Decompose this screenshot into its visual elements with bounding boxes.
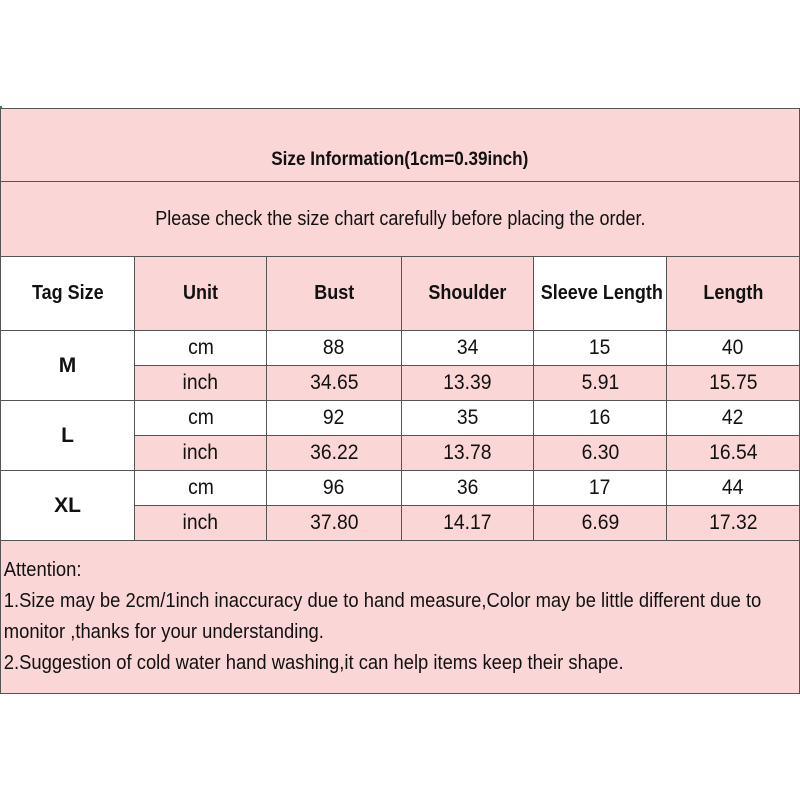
attention-notes xyxy=(1,541,800,694)
tag-size-xl: XL xyxy=(1,471,135,541)
shoulder-cell: 13.39 xyxy=(402,366,534,401)
size-chart xyxy=(0,108,799,692)
header-tag-size: Tag Size xyxy=(1,257,135,331)
table-title xyxy=(1,109,800,182)
bust-cell: 96 xyxy=(267,471,402,506)
bust-cell: 88 xyxy=(267,331,402,366)
unit-cell: cm xyxy=(135,331,267,366)
table-row xyxy=(1,471,800,506)
table-row xyxy=(1,401,800,436)
unit-cell: cm xyxy=(135,401,267,436)
header-unit: Unit xyxy=(135,257,267,331)
header-row xyxy=(1,257,800,331)
length-cell: 16.54 xyxy=(667,436,800,471)
size-table xyxy=(0,108,800,694)
table-row xyxy=(1,331,800,366)
sleeve-length-cell: 16 xyxy=(534,401,667,436)
unit-cell: inch xyxy=(135,436,267,471)
shoulder-cell: 14.17 xyxy=(402,506,534,541)
bust-cell: 37.80 xyxy=(267,506,402,541)
tag-size-m: M xyxy=(1,331,135,401)
bust-cell: 92 xyxy=(267,401,402,436)
shoulder-cell: 13.78 xyxy=(402,436,534,471)
bust-cell: 36.22 xyxy=(267,436,402,471)
length-cell: 15.75 xyxy=(667,366,800,401)
attention-line-1a: 1.Size may be 2cm/1inch inaccuracy due to hand measure,Color may be little different due to xyxy=(3,590,762,612)
length-cell: 40 xyxy=(667,331,800,366)
unit-cell: inch xyxy=(135,506,267,541)
header-shoulder: Shoulder xyxy=(402,257,534,331)
sleeve-length-cell: 15 xyxy=(534,331,667,366)
note-text: Please check the size chart carefully before placing the order. xyxy=(154,207,646,230)
length-cell: 42 xyxy=(667,401,800,436)
shoulder-cell: 34 xyxy=(402,331,534,366)
sleeve-length-cell: 6.30 xyxy=(534,436,667,471)
attention-line-1b: monitor ,thanks for your understanding. xyxy=(3,621,324,643)
attention-line-2: 2.Suggestion of cold water hand washing,it can help items keep their shape. xyxy=(3,652,624,674)
title-text: Size Information(1cm=0.39inch) xyxy=(271,149,529,170)
order-note xyxy=(1,182,800,257)
attention-heading: Attention: xyxy=(3,559,82,581)
length-cell: 44 xyxy=(667,471,800,506)
header-sleeve-length: Sleeve Length xyxy=(534,257,667,331)
header-length: Length xyxy=(667,257,800,331)
bust-cell: 34.65 xyxy=(267,366,402,401)
unit-cell: inch xyxy=(135,366,267,401)
sleeve-length-cell: 6.69 xyxy=(534,506,667,541)
shoulder-cell: 36 xyxy=(402,471,534,506)
unit-cell: cm xyxy=(135,471,267,506)
sleeve-length-cell: 5.91 xyxy=(534,366,667,401)
sleeve-length-cell: 17 xyxy=(534,471,667,506)
tag-size-l: L xyxy=(1,401,135,471)
header-bust: Bust xyxy=(267,257,402,331)
length-cell: 17.32 xyxy=(667,506,800,541)
shoulder-cell: 35 xyxy=(402,401,534,436)
